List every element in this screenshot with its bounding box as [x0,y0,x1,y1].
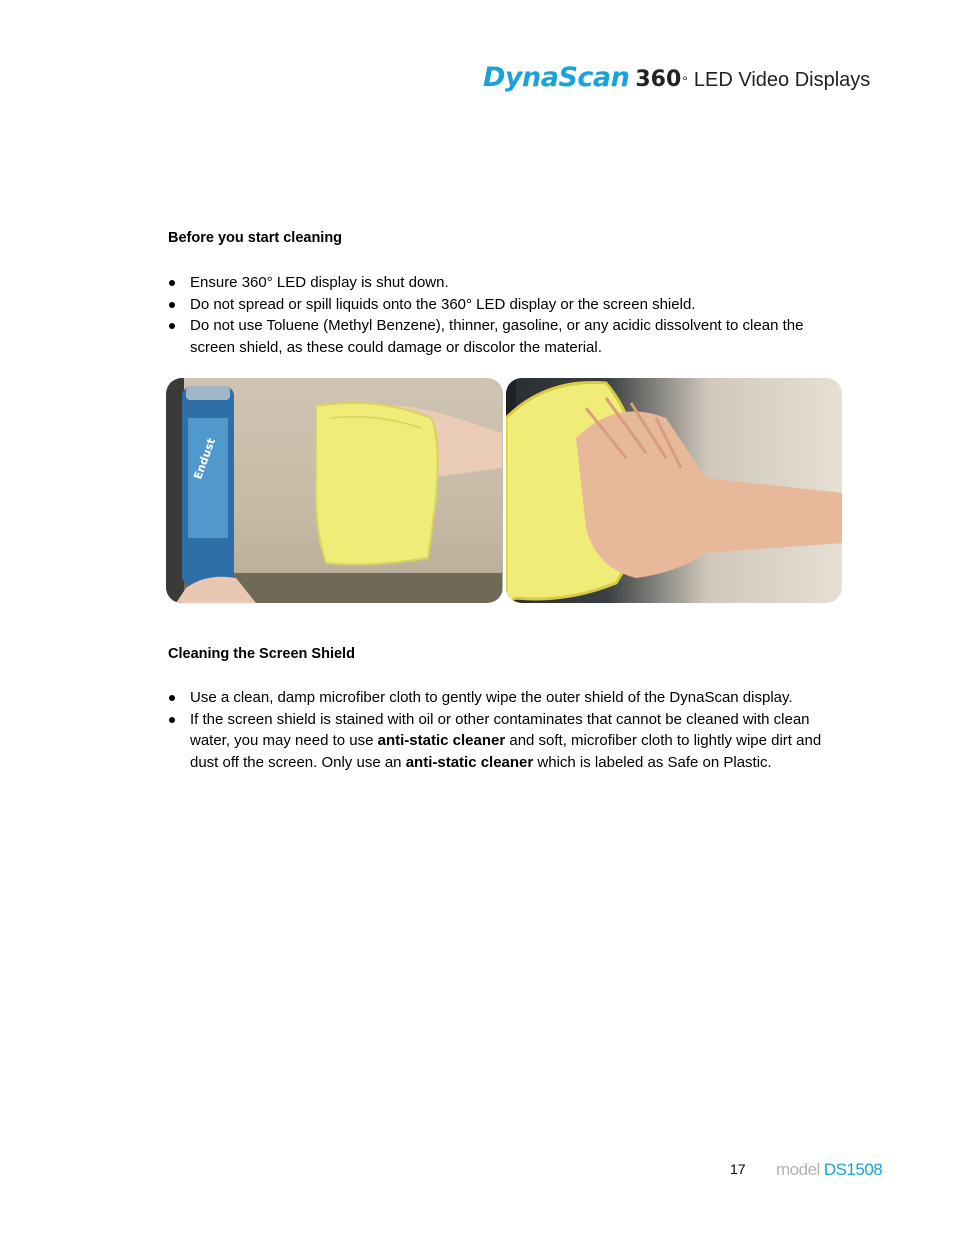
bullet-icon [169,695,175,701]
model-label [776,1160,882,1180]
can-label: Endust [191,436,219,482]
brand-360: 360 [635,67,682,92]
bullet-icon [169,717,175,723]
photo-cleaner-and-cloth-illustration [166,378,502,603]
list-item: Ensure 360° LED display is shut down. [168,272,848,294]
brand-logo: DynaScan [483,62,630,93]
photo-cleaner-and-cloth [166,378,503,603]
list-item: Do not use Toluene (Methyl Benzene), thinner, gasoline, or any acidic dissolvent to clean the screen shield, as these could damage or discolor the material. [168,315,848,358]
photo-wiping-screen-illustration [506,378,843,603]
brand-degree: ° [682,73,688,89]
page-number: 17 [730,1161,746,1177]
section-title-cleaning-shield: Cleaning the Screen Shield [168,646,355,662]
bullet-icon [169,323,175,329]
photo-wiping-screen [506,378,843,603]
bold-term: anti-static cleaner [405,753,534,771]
bullet-icon [169,280,175,286]
bold-term: anti-static cleaner [377,732,506,749]
list-item: Use a clean, damp microfiber cloth to gently wipe the outer shield of the DynaScan display. [168,687,848,709]
list-item: Do not spread or spill liquids onto the 360° LED display or the screen shield. [168,294,848,316]
brand-subtitle: LED Video Displays [693,69,871,91]
list-item: If the screen shield is stained with oil or other contaminates that cannot be cleaned with clean water, you may need to use anti-static cleaner and soft, microfiber cloth to lightly wipe dirt and dust off the screen. Only use an anti-static cleaner which is labeled as Safe on Plastic. [168,709,848,774]
cleaning-photos [166,378,842,603]
cleaning-shield-list [168,687,848,773]
model-number: DS1508 [823,1160,883,1179]
before-cleaning-list [168,272,848,358]
model-text: model [776,1160,820,1179]
section-title-before-cleaning: Before you start cleaning [168,230,343,246]
bullet-icon [169,302,175,308]
page-header [483,62,870,102]
